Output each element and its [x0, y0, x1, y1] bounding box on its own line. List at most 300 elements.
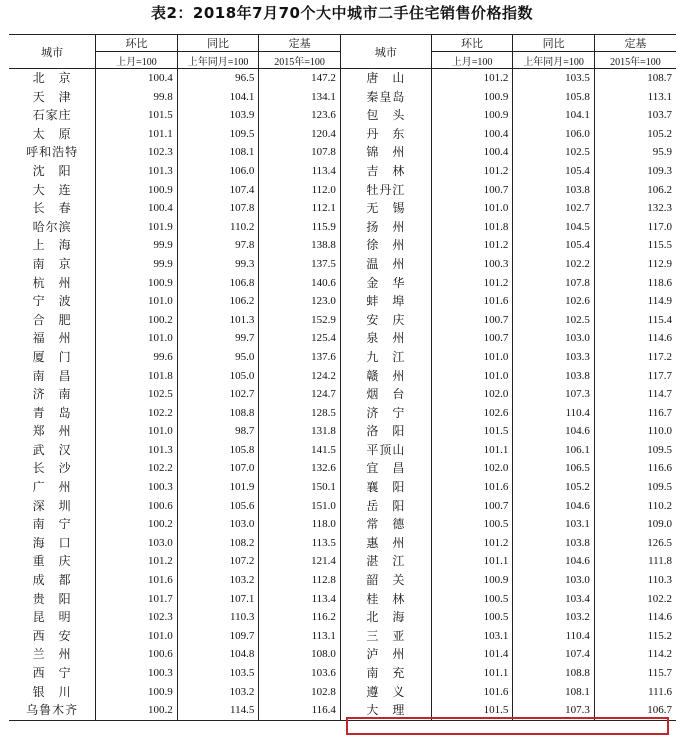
header-base-sub-left: 2015年=100 — [259, 52, 341, 69]
right-mom-value: 101.1 — [431, 664, 513, 683]
right-mom-value: 103.1 — [431, 627, 513, 646]
right-mom-value: 100.7 — [431, 181, 513, 200]
right-base-value: 114.6 — [594, 608, 676, 627]
left-yoy-value: 114.5 — [177, 701, 259, 720]
table-row — [9, 404, 676, 423]
table-row — [9, 311, 676, 330]
right-city-name: 桂 林 — [340, 590, 431, 609]
left-yoy-value: 103.2 — [177, 683, 259, 702]
left-mom-value: 99.8 — [96, 88, 178, 107]
right-yoy-value: 106.0 — [513, 125, 595, 144]
table-row — [9, 367, 676, 386]
right-mom-value: 101.5 — [431, 701, 513, 720]
left-city-name: 哈尔滨 — [32, 219, 72, 234]
right-mom-value: 100.7 — [431, 497, 513, 516]
left-city-name: 沈 阳 — [32, 163, 72, 178]
right-yoy-value: 110.4 — [513, 627, 595, 646]
left-base-value: 150.1 — [259, 478, 341, 497]
right-city-name: 金 华 — [340, 274, 431, 293]
right-base-value: 110.0 — [594, 422, 676, 441]
left-city-name: 西 宁 — [32, 666, 72, 680]
left-base-value: 128.5 — [259, 404, 341, 423]
left-yoy-value: 109.7 — [177, 627, 259, 646]
right-base-value: 109.5 — [594, 478, 676, 497]
left-city-name: 合 肥 — [32, 312, 72, 327]
left-city-name: 石家庄 — [32, 108, 72, 123]
left-base-value: 116.2 — [259, 608, 341, 627]
table-row — [9, 534, 676, 553]
right-city-name: 北 海 — [340, 608, 431, 627]
left-city-name: 南 京 — [32, 256, 72, 271]
left-city-name: 大 连 — [32, 182, 72, 197]
right-mom-value: 101.1 — [431, 552, 513, 571]
left-yoy-value: 98.7 — [177, 422, 259, 441]
right-yoy-value: 108.8 — [513, 664, 595, 683]
right-base-value: 109.5 — [594, 441, 676, 460]
table-row — [9, 106, 676, 125]
right-yoy-value: 108.1 — [513, 683, 595, 702]
left-base-value: 124.2 — [259, 367, 341, 386]
right-base-value: 117.0 — [594, 218, 676, 237]
page-title: 表2：2018年7月70个大中城市二手住宅销售价格指数 — [151, 4, 533, 22]
right-yoy-value: 103.0 — [513, 329, 595, 348]
right-yoy-value: 105.4 — [513, 162, 595, 181]
right-yoy-value: 104.6 — [513, 422, 595, 441]
right-mom-value: 102.6 — [431, 404, 513, 423]
left-base-value: 107.8 — [259, 143, 341, 162]
left-base-value: 118.0 — [259, 515, 341, 534]
left-base-value: 116.4 — [259, 701, 341, 720]
left-mom-value: 100.9 — [96, 274, 178, 293]
right-yoy-value: 105.2 — [513, 478, 595, 497]
table-row — [9, 571, 676, 590]
left-mom-value: 101.9 — [96, 218, 178, 237]
left-mom-value: 100.4 — [96, 199, 178, 218]
table-row — [9, 162, 676, 181]
right-yoy-value: 102.5 — [513, 143, 595, 162]
right-mom-value: 100.5 — [431, 515, 513, 534]
right-city-name: 徐 州 — [340, 236, 431, 255]
right-city-name: 九 江 — [340, 348, 431, 367]
left-city-name: 南 昌 — [32, 368, 72, 383]
left-mom-value: 100.6 — [96, 497, 178, 516]
left-city-name: 兰 州 — [32, 647, 72, 662]
right-yoy-value: 110.4 — [513, 404, 595, 423]
left-mom-value: 101.7 — [96, 590, 178, 609]
left-base-value: 137.6 — [259, 348, 341, 367]
left-city-name: 海 口 — [32, 535, 72, 550]
right-mom-value: 102.0 — [431, 385, 513, 404]
table-body — [9, 69, 676, 721]
right-base-value: 108.7 — [594, 69, 676, 88]
right-base-value: 109.0 — [594, 515, 676, 534]
left-yoy-value: 96.5 — [177, 69, 259, 88]
left-base-value: 123.0 — [259, 292, 341, 311]
left-yoy-value: 105.0 — [177, 367, 259, 386]
right-yoy-value: 103.5 — [513, 69, 595, 88]
left-city-name: 深 圳 — [32, 498, 72, 513]
left-mom-value: 101.3 — [96, 441, 178, 460]
right-mom-value: 101.2 — [431, 162, 513, 181]
left-mom-value: 101.3 — [96, 162, 178, 181]
right-city-name: 济 宁 — [340, 404, 431, 423]
header-row — [9, 35, 676, 52]
left-yoy-value: 101.3 — [177, 311, 259, 330]
left-base-value: 102.8 — [259, 683, 341, 702]
right-yoy-value: 106.5 — [513, 459, 595, 478]
left-mom-value: 102.5 — [96, 385, 178, 404]
right-city-name: 宜 昌 — [340, 459, 431, 478]
right-mom-value: 101.6 — [431, 683, 513, 702]
right-mom-value: 100.9 — [431, 106, 513, 125]
left-yoy-value: 110.2 — [177, 218, 259, 237]
left-mom-value: 100.9 — [96, 181, 178, 200]
right-mom-value: 100.7 — [431, 329, 513, 348]
header-mom-sub-right: 上月=100 — [431, 52, 513, 69]
right-yoy-value: 103.4 — [513, 590, 595, 609]
table-row — [9, 422, 676, 441]
right-mom-value: 101.2 — [431, 69, 513, 88]
left-yoy-value: 103.0 — [177, 515, 259, 534]
header-yoy-sub-left: 上年同月=100 — [177, 52, 259, 69]
right-city-name: 烟 台 — [340, 385, 431, 404]
left-yoy-value: 107.2 — [177, 552, 259, 571]
left-mom-value: 100.4 — [96, 69, 178, 88]
price-index-table — [9, 34, 676, 721]
right-mom-value: 101.6 — [431, 292, 513, 311]
right-mom-value: 100.3 — [431, 255, 513, 274]
left-mom-value: 100.3 — [96, 664, 178, 683]
left-yoy-value: 102.7 — [177, 385, 259, 404]
left-mom-value: 102.2 — [96, 404, 178, 423]
header-city-left: 城市 — [9, 35, 96, 69]
right-city-name: 丹 东 — [340, 125, 431, 144]
left-city-name: 天 津 — [32, 89, 72, 104]
left-city-name: 西 安 — [32, 628, 72, 643]
left-mom-value: 103.0 — [96, 534, 178, 553]
right-city-name: 扬 州 — [340, 218, 431, 237]
left-mom-value: 100.9 — [96, 683, 178, 702]
right-city-name: 惠 州 — [340, 534, 431, 553]
left-city-name: 长 春 — [32, 201, 72, 216]
left-yoy-value: 110.3 — [177, 608, 259, 627]
left-mom-value: 101.0 — [96, 329, 178, 348]
left-yoy-value: 104.8 — [177, 645, 259, 664]
right-base-value: 114.6 — [594, 329, 676, 348]
left-city-name: 重 庆 — [32, 554, 72, 569]
left-yoy-value: 105.8 — [177, 441, 259, 460]
right-mom-value: 100.9 — [431, 571, 513, 590]
right-city-name: 大 理 — [340, 701, 431, 720]
right-yoy-value: 107.8 — [513, 274, 595, 293]
left-base-value: 113.5 — [259, 534, 341, 553]
right-city-name: 温 州 — [340, 255, 431, 274]
right-city-name: 蚌 埠 — [340, 292, 431, 311]
right-city-name: 襄 阳 — [340, 478, 431, 497]
left-mom-value: 100.3 — [96, 478, 178, 497]
left-mom-value: 101.0 — [96, 422, 178, 441]
right-city-name: 无 锡 — [340, 199, 431, 218]
right-city-name: 唐 山 — [340, 69, 431, 88]
header-yoy-right: 同比 — [513, 35, 595, 52]
right-mom-value: 101.5 — [431, 422, 513, 441]
left-base-value: 141.5 — [259, 441, 341, 460]
right-yoy-value: 107.3 — [513, 701, 595, 720]
right-city-name: 安 庆 — [340, 311, 431, 330]
right-city-name: 锦 州 — [340, 143, 431, 162]
table-row — [9, 608, 676, 627]
right-yoy-value: 104.1 — [513, 106, 595, 125]
right-yoy-value: 103.1 — [513, 515, 595, 534]
left-yoy-value: 107.4 — [177, 181, 259, 200]
right-yoy-value: 105.4 — [513, 236, 595, 255]
left-city-name: 银 川 — [32, 684, 72, 699]
right-mom-value: 100.4 — [431, 125, 513, 144]
right-base-value: 115.5 — [594, 236, 676, 255]
right-mom-value: 101.0 — [431, 348, 513, 367]
right-yoy-value: 103.0 — [513, 571, 595, 590]
right-base-value: 102.2 — [594, 590, 676, 609]
left-city-name: 武 汉 — [32, 442, 72, 457]
left-city-name: 呼和浩特 — [26, 145, 79, 160]
left-base-value: 113.4 — [259, 162, 341, 181]
right-city-name: 三 亚 — [340, 627, 431, 646]
right-mom-value: 100.5 — [431, 590, 513, 609]
right-base-value: 110.2 — [594, 497, 676, 516]
left-city-name: 贵 阳 — [32, 591, 72, 606]
left-city-name: 福 州 — [32, 331, 72, 346]
right-base-value: 115.4 — [594, 311, 676, 330]
right-base-value: 114.9 — [594, 292, 676, 311]
right-mom-value: 101.0 — [431, 367, 513, 386]
left-base-value: 131.8 — [259, 422, 341, 441]
right-city-name: 秦皇岛 — [340, 88, 431, 107]
table-row — [9, 292, 676, 311]
left-yoy-value: 99.3 — [177, 255, 259, 274]
right-base-value: 106.2 — [594, 181, 676, 200]
table-row — [9, 218, 676, 237]
right-base-value: 118.6 — [594, 274, 676, 293]
left-city-name: 上 海 — [32, 238, 72, 253]
left-base-value: 103.6 — [259, 664, 341, 683]
left-base-value: 121.4 — [259, 552, 341, 571]
left-base-value: 115.9 — [259, 218, 341, 237]
left-yoy-value: 99.7 — [177, 329, 259, 348]
right-city-name: 遵 义 — [340, 683, 431, 702]
left-mom-value: 100.2 — [96, 701, 178, 720]
left-city-name: 南 宁 — [32, 517, 72, 532]
right-mom-value: 100.4 — [431, 143, 513, 162]
table-row — [9, 181, 676, 200]
right-city-name: 吉 林 — [340, 162, 431, 181]
right-yoy-value: 105.8 — [513, 88, 595, 107]
left-city-name: 长 沙 — [32, 461, 72, 476]
right-mom-value: 101.2 — [431, 274, 513, 293]
right-mom-value: 101.2 — [431, 534, 513, 553]
left-mom-value: 101.2 — [96, 552, 178, 571]
table-row — [9, 515, 676, 534]
right-base-value: 115.7 — [594, 664, 676, 683]
right-yoy-value: 103.3 — [513, 348, 595, 367]
right-base-value: 103.7 — [594, 106, 676, 125]
right-yoy-value: 103.8 — [513, 534, 595, 553]
left-base-value: 147.2 — [259, 69, 341, 88]
left-mom-value: 101.0 — [96, 292, 178, 311]
left-yoy-value: 104.1 — [177, 88, 259, 107]
right-mom-value: 100.7 — [431, 311, 513, 330]
right-mom-value: 101.1 — [431, 441, 513, 460]
left-yoy-value: 106.8 — [177, 274, 259, 293]
right-city-name: 南 充 — [340, 664, 431, 683]
right-city-name: 洛 阳 — [340, 422, 431, 441]
table-row — [9, 664, 676, 683]
left-city-name: 北 京 — [32, 71, 72, 85]
right-yoy-value: 104.6 — [513, 497, 595, 516]
left-city-name: 成 都 — [32, 573, 72, 588]
right-city-name: 包 头 — [340, 106, 431, 125]
table-row — [9, 255, 676, 274]
table-row — [9, 125, 676, 144]
table-row — [9, 701, 676, 720]
left-base-value: 152.9 — [259, 311, 341, 330]
right-base-value: 117.2 — [594, 348, 676, 367]
right-mom-value: 101.4 — [431, 645, 513, 664]
left-yoy-value: 101.9 — [177, 478, 259, 497]
left-city-name: 济 南 — [32, 387, 72, 402]
right-city-name: 湛 江 — [340, 552, 431, 571]
right-base-value: 113.1 — [594, 88, 676, 107]
header-mom-right: 环比 — [431, 35, 513, 52]
right-base-value: 117.7 — [594, 367, 676, 386]
left-yoy-value: 103.5 — [177, 664, 259, 683]
right-yoy-value: 102.7 — [513, 199, 595, 218]
right-mom-value: 100.9 — [431, 88, 513, 107]
left-mom-value: 100.2 — [96, 311, 178, 330]
header-mom-sub-left: 上月=100 — [96, 52, 178, 69]
header-base-sub-right: 2015年=100 — [594, 52, 676, 69]
right-base-value: 111.8 — [594, 552, 676, 571]
left-mom-value: 101.1 — [96, 125, 178, 144]
right-yoy-value: 102.2 — [513, 255, 595, 274]
left-yoy-value: 108.1 — [177, 143, 259, 162]
left-yoy-value: 105.6 — [177, 497, 259, 516]
left-city-name: 青 岛 — [32, 405, 72, 420]
left-base-value: 137.5 — [259, 255, 341, 274]
header-base-right: 定基 — [594, 35, 676, 52]
table-row — [9, 441, 676, 460]
right-yoy-value: 107.4 — [513, 645, 595, 664]
left-mom-value: 102.3 — [96, 143, 178, 162]
left-mom-value: 99.6 — [96, 348, 178, 367]
left-yoy-value: 97.8 — [177, 236, 259, 255]
right-city-name: 平顶山 — [340, 441, 431, 460]
table-row — [9, 497, 676, 516]
table-row — [9, 348, 676, 367]
left-yoy-value: 108.2 — [177, 534, 259, 553]
left-city-name: 昆 明 — [32, 610, 72, 625]
right-yoy-value: 106.1 — [513, 441, 595, 460]
right-city-name: 岳 阳 — [340, 497, 431, 516]
left-city-name: 乌鲁木齐 — [9, 701, 96, 720]
left-mom-value: 100.6 — [96, 645, 178, 664]
left-mom-value: 102.3 — [96, 608, 178, 627]
right-yoy-value: 103.2 — [513, 608, 595, 627]
table-row — [9, 199, 676, 218]
left-base-value: 108.0 — [259, 645, 341, 664]
header-mom-left: 环比 — [96, 35, 178, 52]
right-mom-value: 100.5 — [431, 608, 513, 627]
left-city-name: 太 原 — [32, 126, 72, 141]
right-mom-value: 101.8 — [431, 218, 513, 237]
left-base-value: 125.4 — [259, 329, 341, 348]
left-mom-value: 101.8 — [96, 367, 178, 386]
left-base-value: 113.4 — [259, 590, 341, 609]
left-mom-value: 102.2 — [96, 459, 178, 478]
right-base-value: 114.7 — [594, 385, 676, 404]
right-mom-value: 101.6 — [431, 478, 513, 497]
header-base-left: 定基 — [259, 35, 341, 52]
right-base-value: 109.3 — [594, 162, 676, 181]
table-row — [9, 459, 676, 478]
right-yoy-value: 104.6 — [513, 552, 595, 571]
left-base-value: 138.8 — [259, 236, 341, 255]
left-mom-value: 101.5 — [96, 106, 178, 125]
right-yoy-value: 103.8 — [513, 181, 595, 200]
right-city-name: 泉 州 — [340, 329, 431, 348]
right-base-value: 116.6 — [594, 459, 676, 478]
right-base-value: 126.5 — [594, 534, 676, 553]
left-mom-value: 100.2 — [96, 515, 178, 534]
right-mom-value: 102.0 — [431, 459, 513, 478]
table-row — [9, 478, 676, 497]
right-base-value: 112.9 — [594, 255, 676, 274]
right-yoy-value: 102.6 — [513, 292, 595, 311]
right-city-name: 常 德 — [340, 515, 431, 534]
left-base-value: 151.0 — [259, 497, 341, 516]
left-yoy-value: 108.8 — [177, 404, 259, 423]
table-row — [9, 69, 676, 88]
left-base-value: 134.1 — [259, 88, 341, 107]
left-base-value: 112.0 — [259, 181, 341, 200]
right-base-value: 105.2 — [594, 125, 676, 144]
right-yoy-value: 104.5 — [513, 218, 595, 237]
right-base-value: 110.3 — [594, 571, 676, 590]
table-row — [9, 143, 676, 162]
table-row — [9, 552, 676, 571]
left-yoy-value: 95.0 — [177, 348, 259, 367]
left-base-value: 124.7 — [259, 385, 341, 404]
right-city-name: 牡丹江 — [340, 181, 431, 200]
left-city-name: 宁 波 — [32, 294, 72, 309]
table-row — [9, 645, 676, 664]
table-row — [9, 683, 676, 702]
table-row — [9, 627, 676, 646]
left-yoy-value: 109.5 — [177, 125, 259, 144]
left-city-name: 杭 州 — [32, 275, 72, 290]
left-yoy-value: 106.0 — [177, 162, 259, 181]
left-base-value: 112.8 — [259, 571, 341, 590]
left-base-value: 120.4 — [259, 125, 341, 144]
right-mom-value: 101.0 — [431, 199, 513, 218]
left-base-value: 123.6 — [259, 106, 341, 125]
right-base-value: 116.7 — [594, 404, 676, 423]
left-mom-value: 99.9 — [96, 255, 178, 274]
right-yoy-value: 102.5 — [513, 311, 595, 330]
left-base-value: 112.1 — [259, 199, 341, 218]
header-city-right: 城市 — [340, 35, 431, 69]
left-city-name: 厦 门 — [32, 349, 72, 364]
right-city-name: 赣 州 — [340, 367, 431, 386]
